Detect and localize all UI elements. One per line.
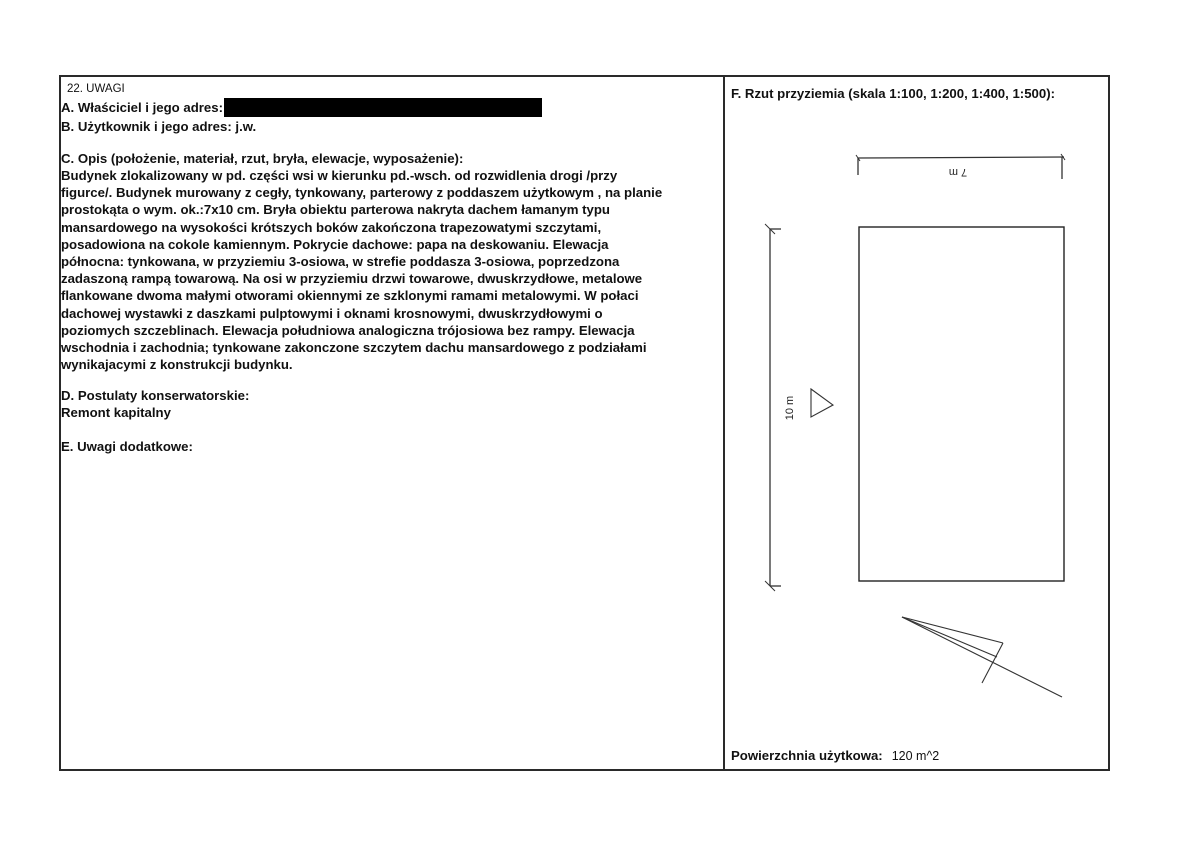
description-line: flankowane dwoma małymi otworami okiennymi ze szklonymi ramami metalowymi. W połaci — [61, 288, 639, 304]
usable-area-row — [731, 748, 939, 763]
owner-row — [61, 98, 542, 116]
description-heading: C. Opis (położenie, materiał, rzut, bryła, elewacje, wyposażenie): — [61, 151, 464, 166]
description-line: dachowej wystawki z daszkami pulptowymi i oknami krosnowymi, dwuskrzydłowymi o — [61, 305, 603, 321]
north-arrow-icon — [902, 617, 1062, 697]
description-line: zadaszoną rampą towarową. Na osi w przyziemiu drzwi towarowe, dwuskrzydłowe, metalowe — [61, 271, 643, 287]
length-dimension — [765, 224, 781, 591]
entrance-arrow — [811, 389, 833, 417]
width-label: 7 m — [948, 166, 968, 178]
description-body — [61, 167, 662, 373]
floor-plan-drawing — [725, 77, 1108, 769]
section-number: 22. UWAGI — [67, 83, 125, 95]
plan-title: F. Rzut przyziemia (skala 1:100, 1:200, 1:400, 1:500): — [731, 86, 1055, 101]
user-line: B. Użytkownik i jego adres: j.w. — [61, 119, 257, 134]
description-line: wschodnia i zachodnia; tynkowane zakonczone szczytem dachu mansardowego z podziałami — [61, 340, 647, 356]
description-line: figurce/. Budynek murowany z cegły, tynkowany, parterowy z poddaszem użytkowym , na planie — [61, 185, 663, 201]
description-line: wynikajacymi z konstrukcji budynku. — [61, 357, 293, 373]
floor-plan-column — [725, 77, 1108, 769]
remarks-column — [61, 77, 721, 769]
description-line: Budynek zlokalizowany w pd. części wsi w kierunku pd.-wsch. od rozwidlenia drogi /przy — [61, 168, 618, 183]
description-line: poziomych szczeblinach. Elewacja południowa analogiczna trójosiowa bez rampy. Elewacja — [61, 322, 635, 338]
postulates-heading: D. Postulaty konserwatorskie: — [61, 388, 250, 403]
length-label: 10 m — [784, 395, 796, 421]
owner-label: A. Właściciel i jego adres: — [61, 99, 223, 115]
redacted-owner-address — [224, 98, 542, 117]
description-line: mansardowego na wysokości krótszych boków zakończona trapezowatymi szczytami, — [61, 219, 602, 235]
usable-area-label: Powierzchnia użytkowa: — [731, 748, 883, 763]
remarks-heading: E. Uwagi dodatkowe: — [61, 439, 193, 454]
usable-area-value: 120 m^2 — [891, 749, 940, 763]
description-line: północna: tynkowana, w przyziemiu 3-osiowa, w strefie poddasza 3-osiowa, poprzedzona — [61, 254, 620, 270]
description-line: posadowiona na cokole kamiennym. Pokrycie dachowe: papa na deskowaniu. Elewacja — [61, 236, 609, 252]
building-outline — [859, 227, 1064, 581]
description-line: prostokąta o wym. ok.:7x10 cm. Bryła obiektu parterowa nakryta dachem łamanym typu — [61, 202, 610, 218]
postulates-text: Remont kapitalny — [61, 405, 171, 420]
